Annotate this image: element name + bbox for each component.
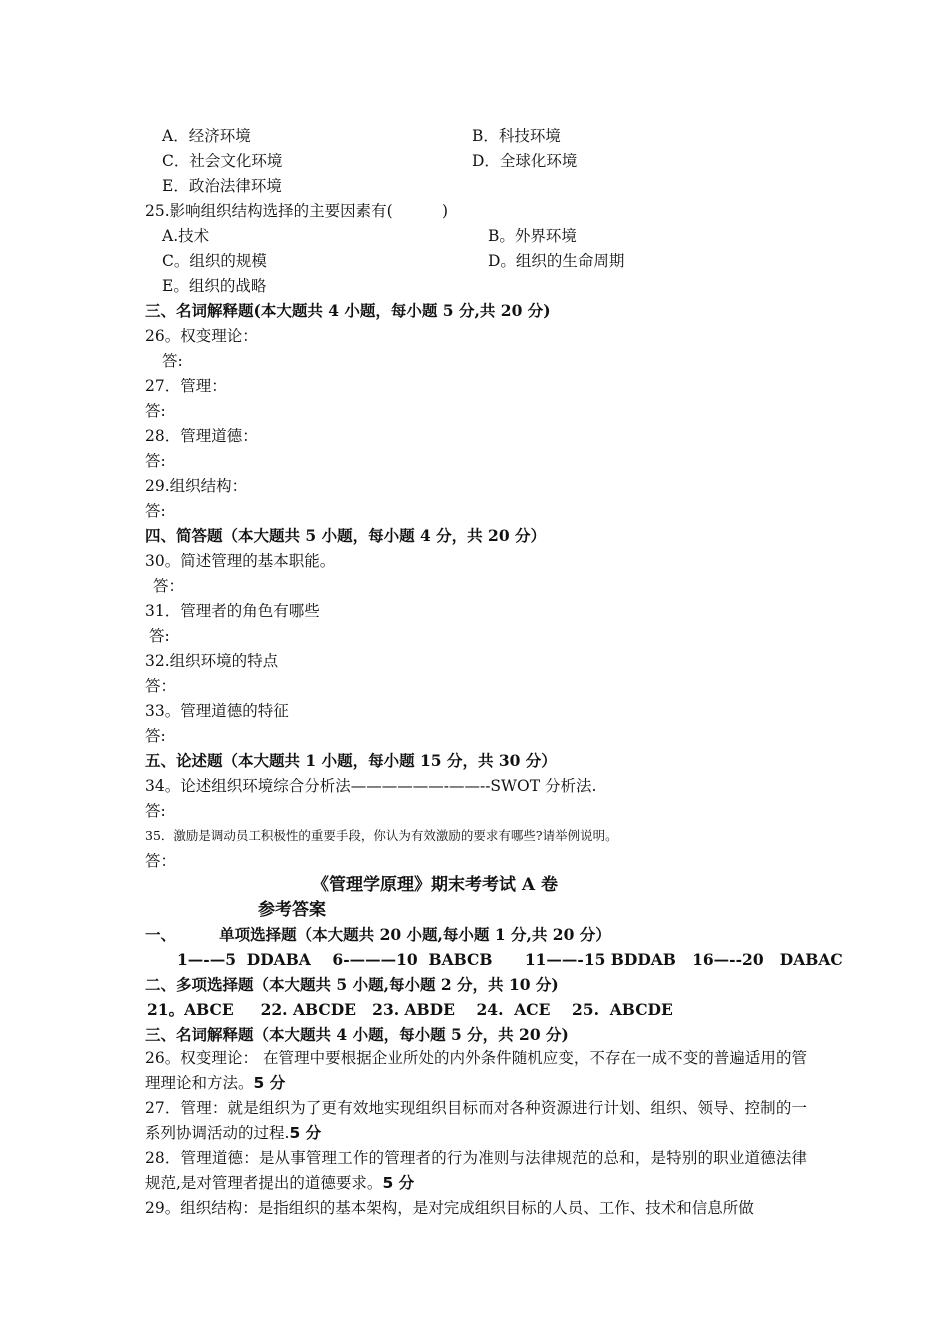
q29-question: 29.组织结构： bbox=[145, 477, 248, 495]
q27-answer-label: 答: bbox=[145, 402, 166, 420]
q34-question: 34。论述组织环境综合分析法——————-——--SWOT 分析法. bbox=[145, 777, 597, 795]
q25-option-e: E。组织的战略 bbox=[162, 277, 267, 295]
q24-option-e: E．政治法律环境 bbox=[162, 177, 282, 195]
q24-option-a: A．经济环境 bbox=[162, 127, 251, 145]
answer-27-text: 27．管理：就是组织为了更有效地实现组织目标而对各种资源进行计划、组织、领导、控制的一系列协调活动的过程. bbox=[145, 1099, 807, 1142]
q25-option-a: A.技术 bbox=[162, 227, 210, 245]
q26-answer-label: 答: bbox=[162, 352, 183, 370]
answer-28-points: 5 分 bbox=[382, 1174, 415, 1192]
q28-question: 28．管理道德： bbox=[145, 427, 258, 445]
section5-heading: 五、论述题（本大题共 1 小题，每小题 15 分，共 30 分） bbox=[145, 751, 557, 770]
section4-heading: 四、简答题（本大题共 5 小题，每小题 4 分，共 20 分） bbox=[145, 526, 547, 545]
q24-option-b: B．科技环境 bbox=[472, 127, 561, 145]
q35-question: 35．激励是调动员工积极性的重要手段，你认为有效激励的要求有哪些?请举例说明。 bbox=[145, 828, 618, 843]
q32-answer-label: 答： bbox=[145, 677, 177, 695]
q25-option-b: B。外界环境 bbox=[488, 227, 577, 245]
q26-question: 26。权变理论： bbox=[145, 327, 258, 345]
answer-27 bbox=[145, 1096, 807, 1146]
answer-26-text: 26。权变理论： 在管理中要根据企业所处的内外条件随机应变，不存在一成不变的普遍适用的管理理论和方法。 bbox=[145, 1049, 807, 1092]
q25-option-d: D。组织的生命周期 bbox=[488, 252, 625, 270]
q33-question: 33。管理道德的特征 bbox=[145, 702, 289, 720]
answer-29-text: 29。组织结构：是指组织的基本架构，是对完成组织目标的人员、工作、技术和信息所做 bbox=[145, 1199, 754, 1217]
answer-section1-line: 1—-—5 DDABA 6-———10 BABCB 11——-15 BDDAB 16—--20 DABAC bbox=[177, 950, 843, 969]
section3-heading: 三、名词解释题(本大题共 4 小题，每小题 5 分,共 20 分) bbox=[145, 301, 551, 320]
q30-answer-label: 答： bbox=[153, 577, 185, 595]
q35-answer-label: 答： bbox=[145, 852, 177, 870]
answer-26 bbox=[145, 1046, 807, 1096]
answer-26-points: 5 分 bbox=[253, 1074, 286, 1092]
answer-27-points: 5 分 bbox=[289, 1124, 322, 1142]
q24-option-d: D．全球化环境 bbox=[472, 152, 578, 170]
q29-answer-label: 答: bbox=[145, 502, 166, 520]
answer-section1-heading: 一、 单项选择题（本大题共 20 小题,每小题 1 分,共 20 分） bbox=[145, 925, 611, 944]
answer-28 bbox=[145, 1146, 807, 1196]
q32-question: 32.组织环境的特点 bbox=[145, 652, 279, 670]
answer-28-text: 28．管理道德：是从事管理工作的管理者的行为准则与法律规范的总和，是特别的职业道德法律规范,是对管理者提出的道德要求。 bbox=[145, 1149, 807, 1192]
answer-section2-heading: 二、多项选择题（本大题共 5 小题,每小题 2 分，共 10 分) bbox=[145, 975, 559, 994]
q25-option-c: C。组织的规模 bbox=[162, 252, 267, 270]
answer-key-subtitle: 参考答案 bbox=[258, 900, 326, 920]
q33-answer-label: 答: bbox=[145, 727, 166, 745]
answer-section3-heading: 三、名词解释题（本大题共 4 小题，每小题 5 分，共 20 分) bbox=[145, 1025, 569, 1044]
q31-answer-label: 答: bbox=[149, 627, 170, 645]
q25-question: 25.影响组织结构选择的主要因素有( ) bbox=[145, 202, 449, 220]
q28-answer-label: 答: bbox=[145, 452, 166, 470]
answer-key-title: 《管理学原理》期末考考试 A 卷 bbox=[312, 875, 559, 895]
q34-answer-label: 答: bbox=[145, 802, 166, 820]
q24-option-c: C．社会文化环境 bbox=[162, 152, 283, 170]
q30-question: 30。简述管理的基本职能。 bbox=[145, 552, 336, 570]
answer-29 bbox=[145, 1196, 807, 1221]
answer-section2-line: 21。ABCE 22. ABCDE 23. ABDE 24. ACE 25. ABCDE bbox=[147, 1000, 673, 1019]
q31-question: 31．管理者的角色有哪些 bbox=[145, 602, 320, 620]
q27-question: 27．管理： bbox=[145, 377, 227, 395]
